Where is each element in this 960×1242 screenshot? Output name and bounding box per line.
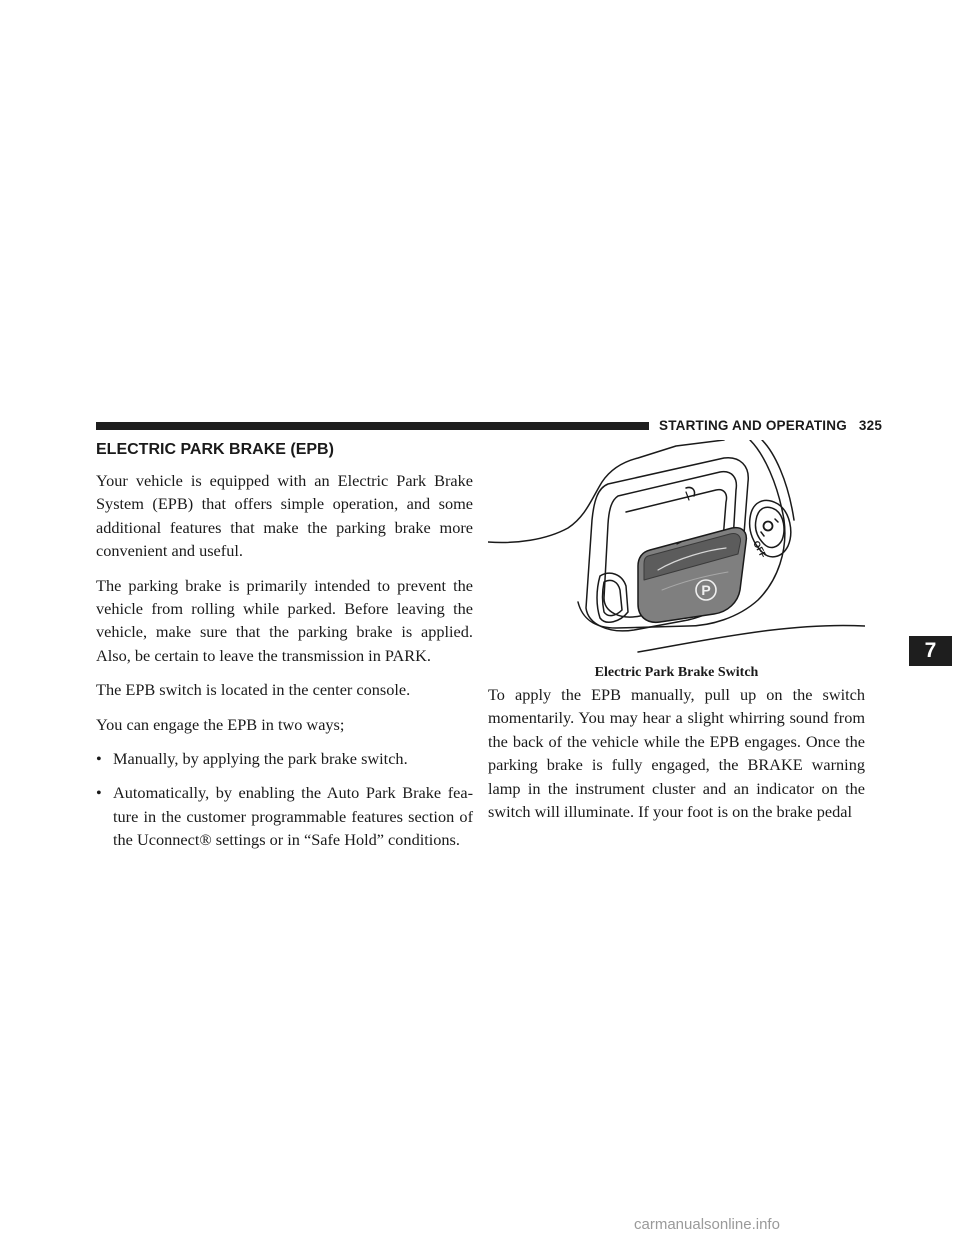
figure-caption: Electric Park Brake Switch (594, 665, 759, 680)
bullet-text: Automatically, by enabling the Auto Park Brake fea-ture in the customer programmable features section of the Uconnect® settings or in “Safe Hold” conditions. (113, 783, 473, 850)
paragraph: To apply the EPB manually, pull up on the switch momentarily. You may hear a slight whirring sound from the back of the vehicle while the EPB engages. Once the parking brake is fully engaged, the BRAKE warning lamp in the instrument cluster and an indicator on the switch will illuminate. If your foot is on the brake pedal (488, 685, 865, 822)
right-column (488, 683, 865, 823)
page-number: 325 (858, 418, 883, 433)
watermark: carmanualsonline.info (634, 1216, 780, 1233)
bullet-icon: • (96, 749, 102, 769)
park-brake-switch-illustration (488, 440, 865, 655)
paragraph: The EPB switch is located in the center console. (96, 680, 411, 700)
chapter-tab: 7 (909, 636, 952, 666)
bullet-item (96, 781, 473, 851)
left-column (96, 469, 473, 863)
running-header (659, 418, 882, 433)
paragraph: You can engage the EPB in two ways; (96, 714, 345, 734)
paragraph: Your vehicle is equipped with an Electric Park Brake System (EPB) that offers simple operation, and some additional features that make the parking brake more convenient and useful. (96, 471, 473, 561)
bullet-icon: • (96, 783, 102, 803)
header-rule (96, 422, 649, 430)
svg-text:P: P (701, 582, 711, 598)
section-heading: ELECTRIC PARK BRAKE (EPB) (96, 441, 334, 458)
bullet-item (96, 747, 473, 770)
paragraph: The parking brake is primarily intended to prevent the vehicle from rolling while parked. Before leaving the vehicle, make sure that the parking brake is applied. Also, be certain to leave the transmission in PARK. (96, 575, 473, 665)
off-button-label: OFF (751, 539, 769, 560)
header-section-title: STARTING AND OPERATING (659, 418, 847, 433)
bullet-text: Manually, by applying the park brake switch. (113, 749, 408, 769)
